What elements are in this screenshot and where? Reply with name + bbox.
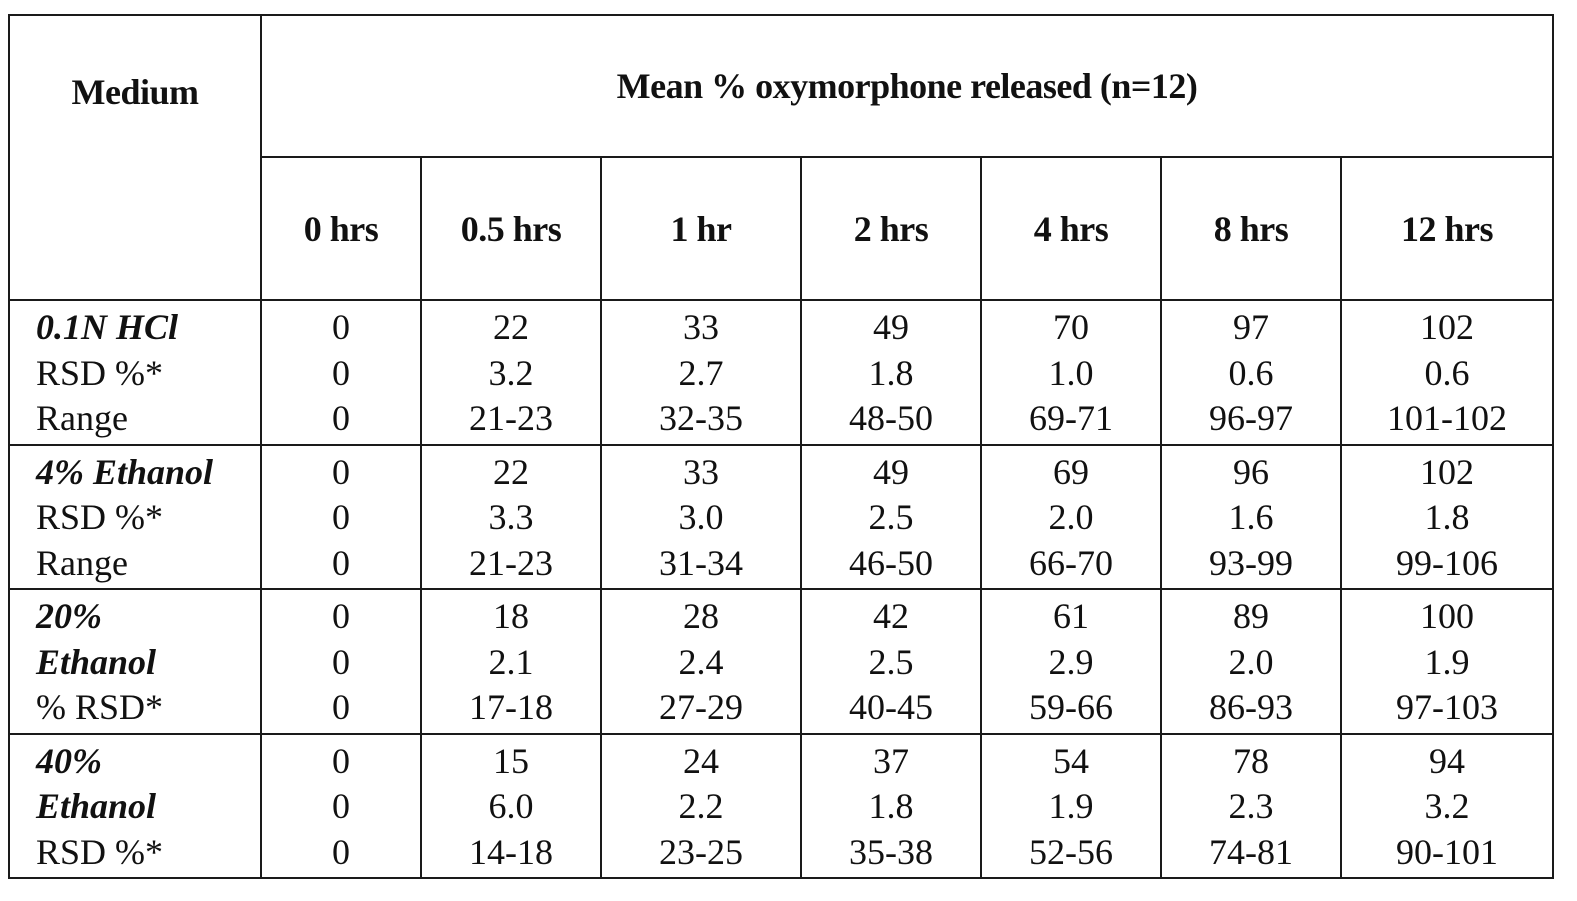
mean-value: 28: [683, 596, 719, 636]
value-cell: [261, 589, 421, 734]
medium-name: 20%: [36, 596, 102, 636]
range-value: 52-56: [1029, 831, 1113, 872]
rsd-value: 3.2: [488, 352, 534, 393]
rsd-value: 0: [332, 786, 350, 826]
medium-name: 40%: [36, 740, 102, 781]
mean-value: 24: [683, 740, 719, 781]
medium-cell: [9, 589, 261, 734]
value-cell: [1341, 300, 1553, 445]
range-value: 27-29: [659, 687, 743, 727]
mean-value: 42: [873, 596, 909, 636]
range-value: 74-81: [1209, 831, 1293, 872]
rsd-value: 2.5: [868, 497, 914, 537]
value-cell: [1161, 445, 1341, 590]
value-cell: [981, 734, 1161, 879]
medium-name: 4% Ethanol: [36, 451, 214, 492]
medium-cell: [9, 300, 261, 445]
rsd-value: 6.0: [488, 786, 534, 826]
timepoint-header: 8 hrs: [1161, 157, 1341, 300]
header-row-top: [9, 15, 1553, 157]
table-row-group: [9, 445, 1553, 590]
row-label: Range: [36, 542, 128, 583]
rsd-value: 2.3: [1228, 786, 1274, 826]
medium-name: Ethanol: [36, 641, 157, 682]
mean-value: 22: [493, 451, 529, 492]
rsd-value: 1.6: [1228, 497, 1274, 537]
rsd-value: 2.0: [1048, 497, 1094, 537]
range-value: 40-45: [849, 687, 933, 727]
mean-value: 49: [873, 451, 909, 492]
rsd-value: 1.8: [1424, 497, 1470, 537]
rsd-value: 1.9: [1424, 641, 1470, 682]
value-cell: [601, 734, 801, 879]
medium-name: Ethanol: [36, 786, 157, 826]
mean-value: 102: [1420, 451, 1475, 492]
range-value: 93-99: [1209, 542, 1293, 583]
range-value: 21-23: [469, 542, 553, 583]
value-cell: [261, 300, 421, 445]
value-cell: [1341, 734, 1553, 879]
rsd-value: 1.0: [1048, 352, 1094, 393]
timepoint-header: 2 hrs: [801, 157, 981, 300]
value-cell: [981, 589, 1161, 734]
mean-value: 0: [332, 307, 350, 347]
range-value: 0: [332, 542, 350, 583]
table-body: [9, 300, 1553, 878]
rsd-value: 1.9: [1048, 786, 1094, 826]
value-cell: [801, 300, 981, 445]
rsd-value: 0.6: [1228, 352, 1274, 393]
mean-value: 100: [1420, 596, 1475, 636]
medium-cell: [9, 445, 261, 590]
range-value: 46-50: [849, 542, 933, 583]
value-cell: [1161, 300, 1341, 445]
value-cell: [421, 445, 601, 590]
rsd-value: 0: [332, 641, 350, 682]
mean-value: 15: [493, 740, 529, 781]
range-value: 96-97: [1209, 398, 1293, 438]
mean-value: 0: [332, 451, 350, 492]
rsd-value: 0: [332, 352, 350, 393]
row-label: % RSD*: [36, 687, 164, 727]
value-cell: [421, 300, 601, 445]
mean-value: 33: [683, 307, 719, 347]
value-cell: [801, 734, 981, 879]
range-value: 35-38: [849, 831, 933, 872]
rsd-value: 3.3: [488, 497, 534, 537]
timepoint-header: 1 hr: [601, 157, 801, 300]
range-value: 66-70: [1029, 542, 1113, 583]
mean-value: 89: [1233, 596, 1269, 636]
range-value: 0: [332, 831, 350, 872]
value-cell: [261, 734, 421, 879]
table-row-group: [9, 734, 1553, 879]
range-value: 59-66: [1029, 687, 1113, 727]
mean-value: 0: [332, 596, 350, 636]
rsd-value: 1.8: [868, 352, 914, 393]
rsd-value: 2.5: [868, 641, 914, 682]
row-label: Range: [36, 398, 128, 438]
rsd-value: 3.0: [678, 497, 724, 537]
range-value: 14-18: [469, 831, 553, 872]
rsd-value: 2.2: [678, 786, 724, 826]
range-value: 86-93: [1209, 687, 1293, 727]
table-header: [9, 15, 1553, 300]
range-value: 69-71: [1029, 398, 1113, 438]
value-cell: [801, 589, 981, 734]
value-cell: [1161, 589, 1341, 734]
timepoint-header: 0.5 hrs: [421, 157, 601, 300]
value-cell: [421, 589, 601, 734]
mean-release-header: Mean % oxymorphone released (n=12): [261, 15, 1553, 157]
mean-value: 94: [1429, 740, 1466, 781]
mean-value: 33: [683, 451, 719, 492]
range-value: 21-23: [469, 398, 553, 438]
mean-value: 69: [1053, 451, 1089, 492]
table-row-group: [9, 589, 1553, 734]
mean-value: 49: [873, 307, 909, 347]
mean-value: 97: [1233, 307, 1269, 347]
rsd-value: 1.8: [868, 786, 914, 826]
mean-value: 102: [1420, 307, 1475, 347]
timepoint-header: 12 hrs: [1341, 157, 1553, 300]
range-value: 48-50: [849, 398, 933, 438]
value-cell: [601, 300, 801, 445]
rsd-value: 0.6: [1424, 352, 1470, 393]
medium-name: 0.1N HCl: [36, 307, 179, 347]
rsd-value: 2.1: [488, 641, 534, 682]
range-value: 101-102: [1387, 398, 1508, 438]
mean-value: 0: [332, 740, 350, 781]
rsd-value: 3.2: [1424, 786, 1470, 826]
value-cell: [1341, 445, 1553, 590]
mean-value: 96: [1233, 451, 1269, 492]
medium-cell: [9, 734, 261, 879]
table-row-group: [9, 300, 1553, 445]
range-value: 0: [332, 398, 350, 438]
mean-value: 22: [493, 307, 529, 347]
range-value: 97-103: [1396, 687, 1499, 727]
value-cell: [421, 734, 601, 879]
release-table: [8, 14, 1554, 879]
medium-header: Medium: [9, 15, 261, 300]
mean-value: 18: [493, 596, 529, 636]
mean-value: 37: [873, 740, 909, 781]
range-value: 31-34: [659, 542, 743, 583]
mean-value: 78: [1233, 740, 1269, 781]
mean-value: 61: [1053, 596, 1089, 636]
timepoint-header: 0 hrs: [261, 157, 421, 300]
value-cell: [801, 445, 981, 590]
mean-value: 70: [1053, 307, 1089, 347]
value-cell: [601, 445, 801, 590]
rsd-value: 2.0: [1228, 641, 1274, 682]
value-cell: [261, 445, 421, 590]
rsd-value: 2.7: [678, 352, 724, 393]
range-value: 23-25: [659, 831, 743, 872]
mean-value: 54: [1053, 740, 1089, 781]
rsd-value: 2.4: [678, 641, 724, 682]
value-cell: [1161, 734, 1341, 879]
rsd-value: 0: [332, 497, 350, 537]
range-value: 32-35: [659, 398, 743, 438]
value-cell: [981, 300, 1161, 445]
rsd-value: 2.9: [1048, 641, 1094, 682]
value-cell: [601, 589, 801, 734]
range-value: 17-18: [469, 687, 553, 727]
row-label: RSD %*: [36, 497, 164, 537]
row-label: RSD %*: [36, 352, 164, 393]
range-value: 99-106: [1396, 542, 1499, 583]
row-label: RSD %*: [36, 831, 164, 872]
value-cell: [981, 445, 1161, 590]
range-value: 90-101: [1396, 831, 1499, 872]
value-cell: [1341, 589, 1553, 734]
timepoint-header: 4 hrs: [981, 157, 1161, 300]
range-value: 0: [332, 687, 350, 727]
